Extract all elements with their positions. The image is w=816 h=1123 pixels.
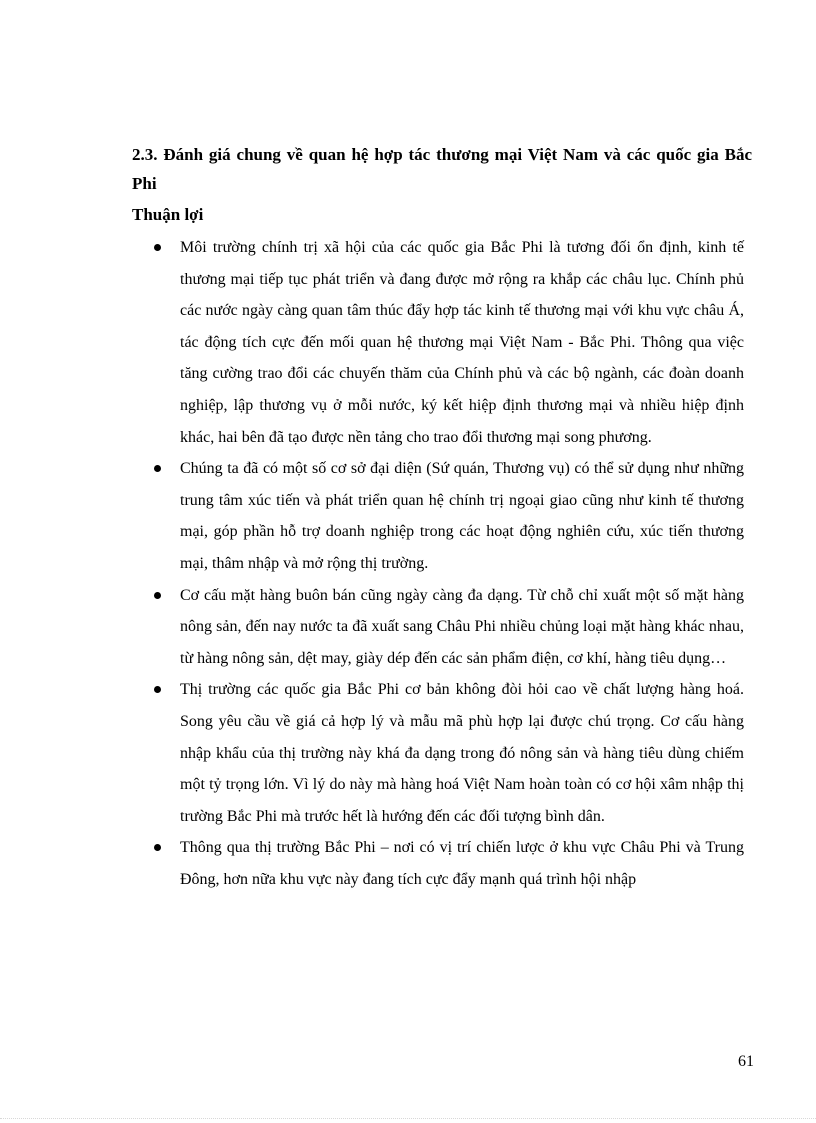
bullet-icon	[154, 592, 161, 599]
bullet-icon	[154, 686, 161, 693]
page-number: 61	[738, 1053, 754, 1070]
bullet-icon	[154, 244, 161, 251]
list-item	[132, 674, 744, 832]
list-item-text: Thị trường các quốc gia Bắc Phi cơ bản không đòi hỏi cao về chất lượng hàng hoá. Song yêu cầu về giá cả hợp lý và mẫu mã phù hợp lại được chú trọng. Cơ cấu hàng nhập khẩu của thị trường này khá đa dạng trong đó nông sản và hàng tiêu dùng chiếm một tỷ trọng lớn. Vì lý do này mà hàng hoá Việt Nam hoàn toàn có cơ hội xâm nhập thị trường Bắc Phi mà trước hết là hướng đến các đối tượng bình dân.	[180, 681, 744, 825]
list-item-text: Môi trường chính trị xã hội của các quốc gia Bắc Phi là tương đối ổn định, kinh tế thương mại tiếp tục phát triển và đang được mở rộng ra khắp các châu lục. Chính phủ các nước ngày càng quan tâm thúc đẩy hợp tác kinh tế thương mại với khu vực châu Á, tác động tích cực đến mối quan hệ thương mại Việt Nam - Bắc Phi. Thông qua việc tăng cường trao đổi các chuyến thăm của Chính phủ và các bộ ngành, các đoàn doanh nghiệp, lập thương vụ ở mỗi nước, ký kết hiệp định thương mại và nhiều hiệp định khác, hai bên đã tạo được nền tảng cho trao đổi thương mại song phương.	[180, 239, 744, 446]
subsection-heading: Thuận lợi	[132, 205, 204, 224]
bullet-list	[132, 232, 744, 895]
list-item	[132, 832, 744, 895]
bullet-icon	[154, 465, 161, 472]
list-item	[132, 453, 744, 579]
list-item	[132, 232, 744, 453]
list-item-text: Chúng ta đã có một số cơ sở đại diện (Sứ quán, Thương vụ) có thể sử dụng như những trung tâm xúc tiến và phát triển quan hệ chính trị ngoại giao cũng như kinh tế thương mại, góp phần hỗ trợ doanh nghiệp trong các hoạt động nghiên cứu, xúc tiến thương mại, thâm nhập và mở rộng thị trường.	[180, 460, 744, 572]
section-heading: 2.3. Đánh giá chung về quan hệ hợp tác thương mại Việt Nam và các quốc gia Bắc Phi	[132, 145, 752, 193]
page-bottom-divider	[0, 1118, 816, 1119]
list-item-text: Cơ cấu mặt hàng buôn bán cũng ngày càng đa dạng. Từ chỗ chỉ xuất một số mặt hàng nông sản, đến nay nước ta đã xuất sang Châu Phi nhiều chủng loại mặt hàng khác nhau, từ hàng nông sản, dệt may, giày dép đến các sản phẩm điện, cơ khí, hàng tiêu dụng…	[180, 586, 744, 667]
list-item-text: Thông qua thị trường Bắc Phi – nơi có vị trí chiến lược ở khu vực Châu Phi và Trung Đông, hơn nữa khu vực này đang tích cực đẩy mạnh quá trình hội nhập	[180, 839, 744, 888]
list-item	[132, 580, 744, 675]
bullet-icon	[154, 844, 161, 851]
